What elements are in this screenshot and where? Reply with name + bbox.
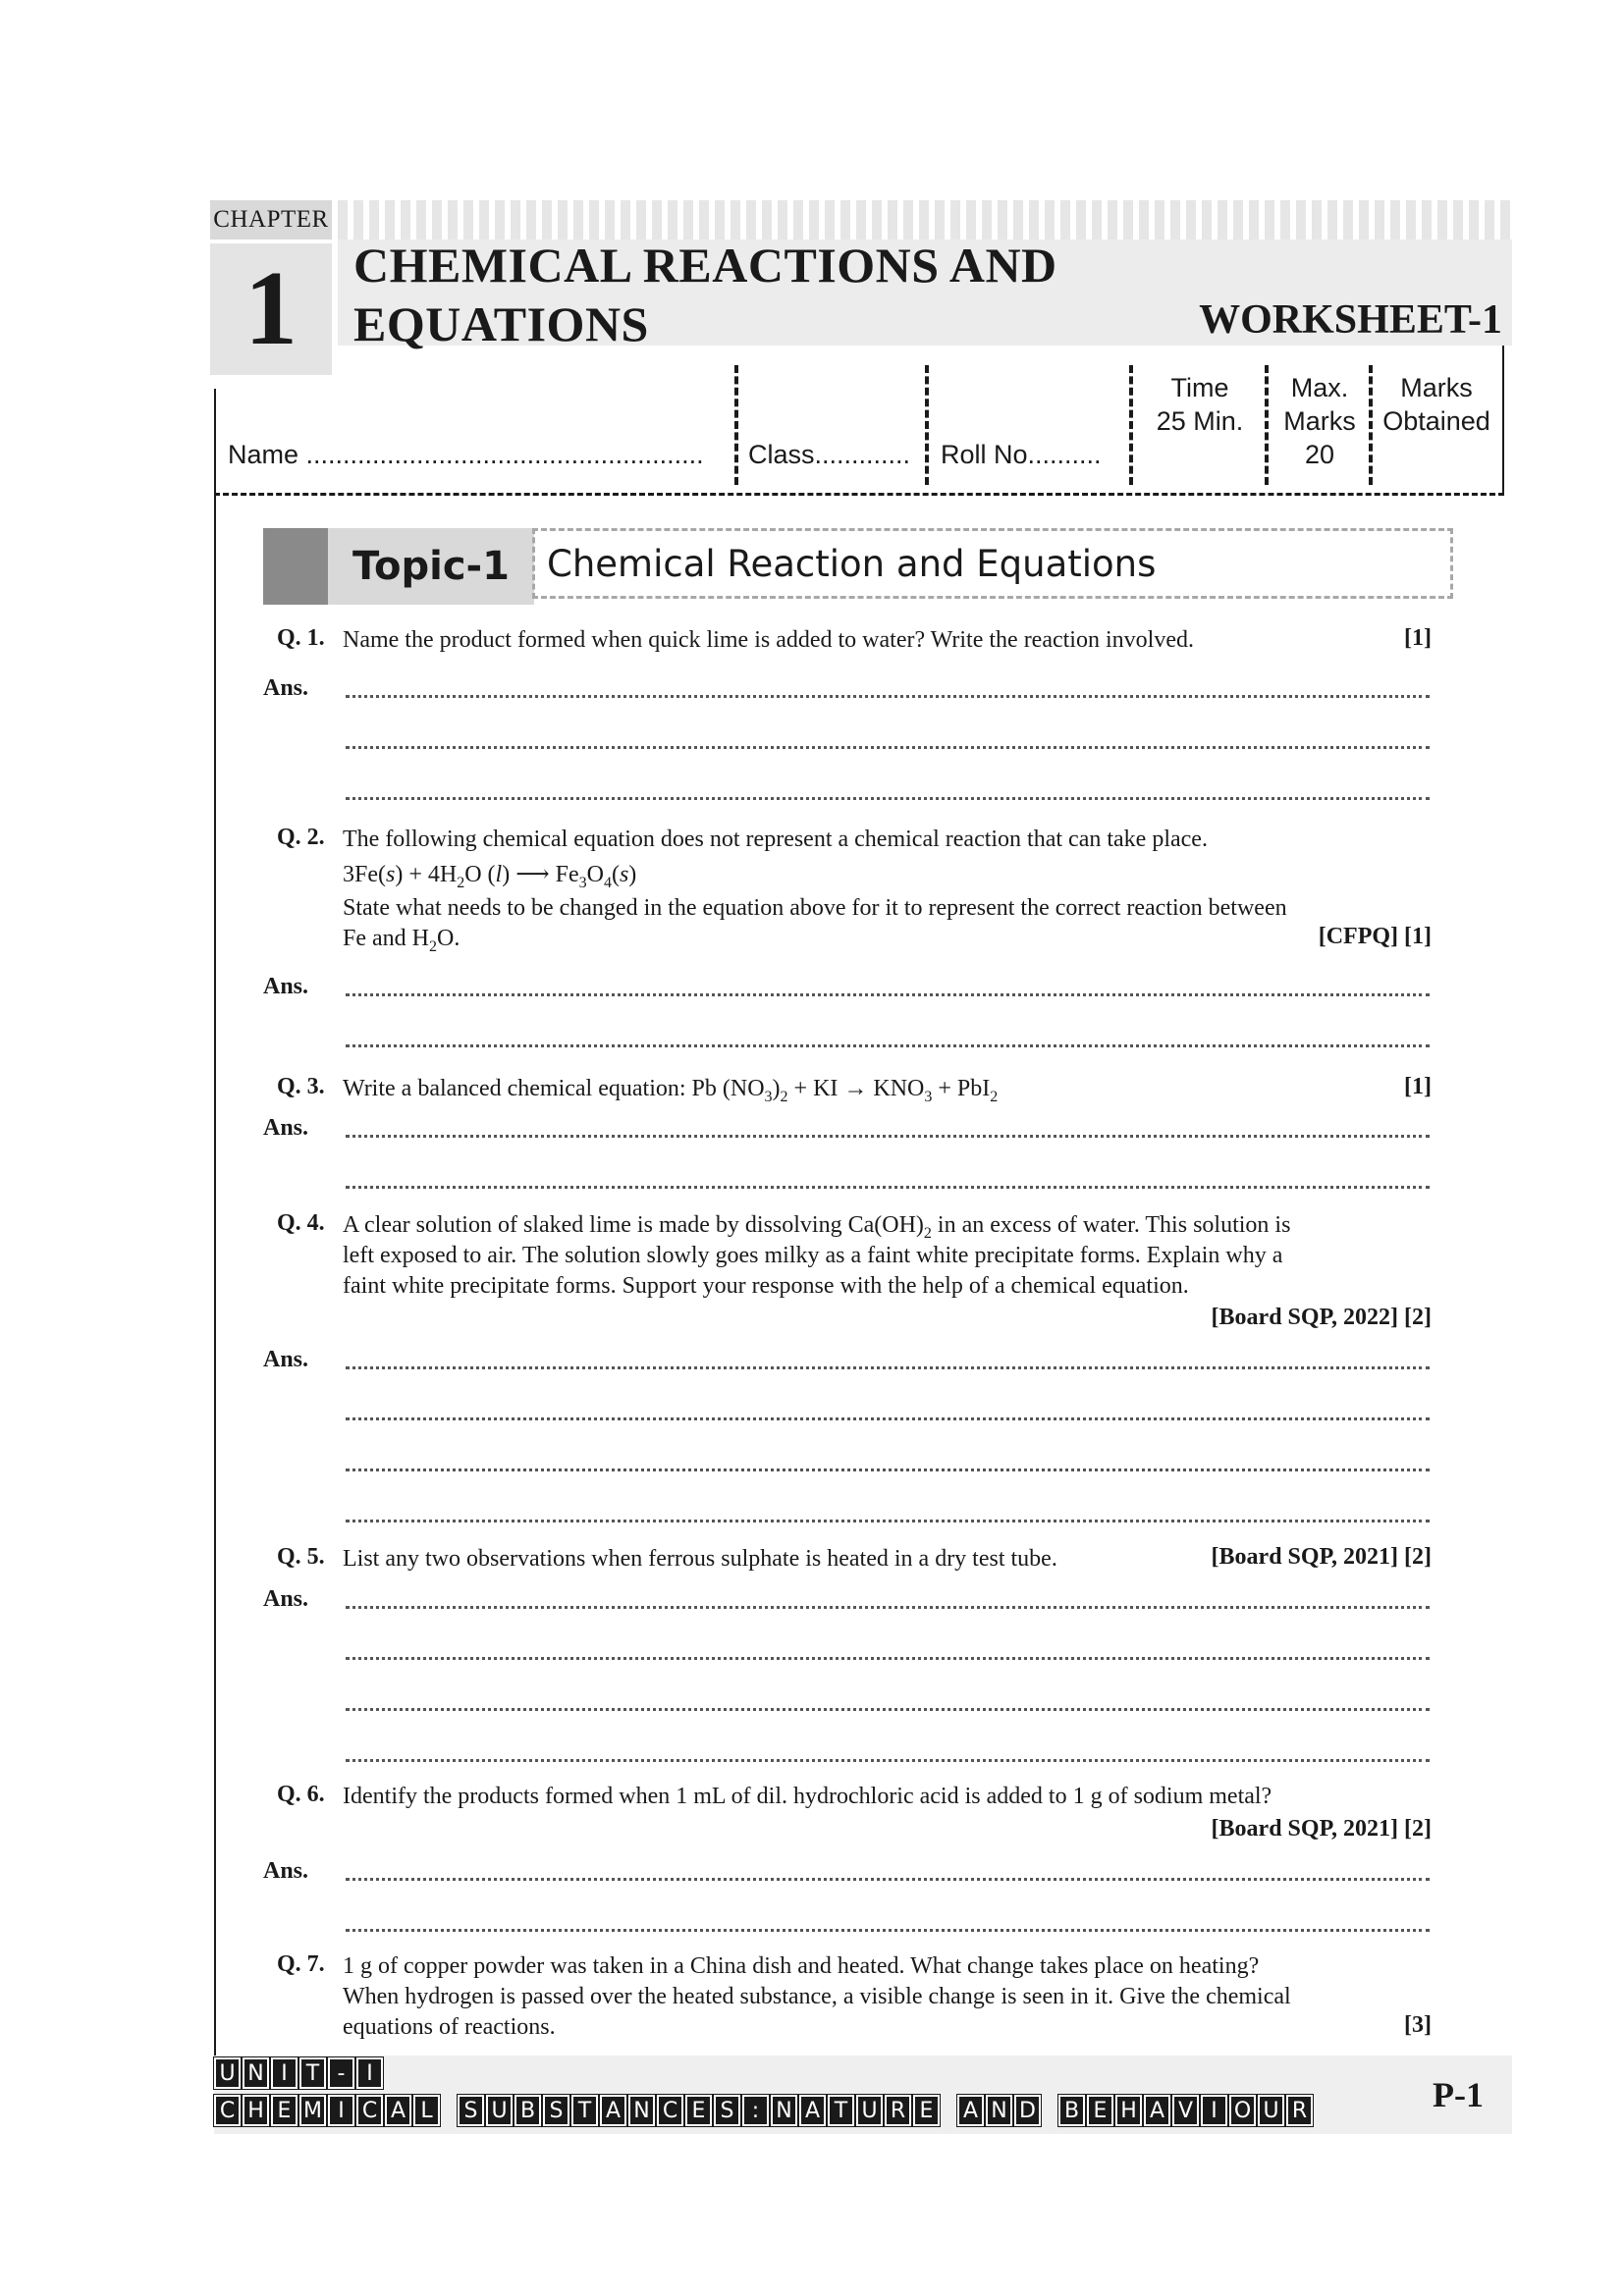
- info-separator: [1265, 365, 1269, 485]
- question-text: [343, 1951, 1431, 2043]
- footer-letter: T: [828, 2095, 854, 2126]
- info-separator: [1129, 365, 1133, 485]
- question-text: Name the product formed when quick lime is added to water? Write the reaction involved.: [343, 627, 1194, 653]
- answer-line[interactable]: [346, 746, 1430, 749]
- worksheet-label: WORKSHEET-1: [1199, 297, 1502, 343]
- answer-line[interactable]: [346, 1878, 1430, 1881]
- footer-letter: I: [271, 2057, 298, 2089]
- answer-label: Ans.: [263, 1115, 309, 1141]
- question-number: Q. 1.: [277, 625, 325, 651]
- question-text: State what needs to be changed in the equation above for it to represent the correct reaction between: [343, 895, 1287, 921]
- footer-letter: -: [328, 2057, 354, 2089]
- chapter-label: CHAPTER: [210, 200, 332, 240]
- question-marks: [3]: [1404, 2012, 1432, 2038]
- footer-letter: N: [628, 2095, 655, 2126]
- answer-line[interactable]: [346, 1417, 1430, 1420]
- question-number: Q. 3.: [277, 1074, 325, 1099]
- chapter-title-line1: CHEMICAL REACTIONS AND: [353, 238, 1057, 293]
- topic-title: Chemical Reaction and Equations: [532, 528, 1453, 599]
- footer-letter: D: [1014, 2095, 1041, 2126]
- footer-letter: A: [385, 2095, 411, 2126]
- answer-line[interactable]: [346, 1759, 1430, 1762]
- footer-letter: :: [742, 2095, 769, 2126]
- footer-letter: L: [413, 2095, 440, 2126]
- marks-obtained-label: Marks: [1400, 373, 1473, 402]
- question-marks: [1]: [1404, 1074, 1432, 1099]
- question-number: Q. 6.: [277, 1782, 325, 1807]
- footer-letter: B: [1058, 2095, 1085, 2126]
- answer-line[interactable]: [346, 1468, 1430, 1471]
- footer-subtitle: [214, 2095, 1313, 2126]
- answer-line[interactable]: [346, 797, 1430, 800]
- footer-letter: H: [1115, 2095, 1142, 2126]
- answer-line[interactable]: [346, 1186, 1430, 1189]
- answer-line[interactable]: [346, 1044, 1430, 1047]
- footer-letter: R: [885, 2095, 911, 2126]
- answer-line[interactable]: [346, 1520, 1430, 1522]
- footer-letter: I: [1201, 2095, 1227, 2126]
- footer-letter: V: [1172, 2095, 1199, 2126]
- footer-letter: A: [600, 2095, 626, 2126]
- footer-letter: C: [214, 2095, 241, 2126]
- time-value: 25 Min.: [1156, 406, 1244, 436]
- question-number: Q. 5.: [277, 1544, 325, 1570]
- page-number: P-1: [1433, 2075, 1484, 2114]
- footer-letter: N: [986, 2095, 1012, 2126]
- chapter-title-line2: EQUATIONS: [353, 296, 649, 351]
- footer-letter: [942, 2095, 955, 2126]
- question-text: faint white precipitate forms. Support your response with the help of a chemical equation.: [343, 1273, 1189, 1299]
- answer-line[interactable]: [346, 695, 1430, 698]
- time-label: Time: [1170, 373, 1229, 402]
- marks-obtained-cell[interactable]: [1375, 371, 1498, 438]
- name-field[interactable]: Name ......................................................: [228, 440, 704, 469]
- footer-letter: U: [856, 2095, 883, 2126]
- question-text: The following chemical equation does not represent a chemical reaction that can take place.: [343, 827, 1208, 852]
- footer-letter: C: [657, 2095, 683, 2126]
- footer-letter: E: [685, 2095, 712, 2126]
- footer-letter: S: [458, 2095, 484, 2126]
- footer-letter: E: [913, 2095, 940, 2126]
- footer-letter: S: [543, 2095, 569, 2126]
- footer-letter: R: [1286, 2095, 1313, 2126]
- footer-letter: B: [514, 2095, 541, 2126]
- marks-obtained-label: Obtained: [1382, 406, 1490, 436]
- info-separator: [734, 365, 738, 485]
- footer-letter: A: [957, 2095, 984, 2126]
- footer-letter: E: [271, 2095, 298, 2126]
- footer-letter: T: [299, 2057, 326, 2089]
- chemical-equation: $3Fe(s) + 4H_2O$ (l) ⟶ $Fe_3O_4(s)$: [343, 862, 637, 891]
- max-marks-label: Marks: [1283, 406, 1356, 436]
- answer-label: Ans.: [263, 1347, 309, 1372]
- footer-letter: U: [1258, 2095, 1284, 2126]
- answer-label: Ans.: [263, 974, 309, 999]
- question-marks: [1]: [1404, 625, 1432, 651]
- answer-line[interactable]: [346, 1606, 1430, 1609]
- info-separator: [925, 365, 929, 485]
- question-text-line: When hydrogen is passed over the heated substance, a visible change is seen in it. Give the chemical: [343, 1984, 1291, 2009]
- time-cell: [1139, 371, 1261, 438]
- question-text-line: equations of reactions.: [343, 2014, 556, 2040]
- max-marks-value: 20: [1304, 440, 1335, 469]
- footer-letter: I: [328, 2095, 354, 2126]
- footer-letter: A: [1144, 2095, 1170, 2126]
- answer-line[interactable]: [346, 1708, 1430, 1711]
- footer-letter: M: [299, 2095, 326, 2126]
- answer-label: Ans.: [263, 1858, 309, 1884]
- question-marks: [CFPQ] [1]: [1318, 924, 1432, 949]
- question-text: Fe and $H_2O$.: [343, 926, 460, 955]
- question-text-line: 1 g of copper powder was taken in a China dish and heated. What change takes place on heating?: [343, 1953, 1260, 1979]
- footer-letter: O: [1229, 2095, 1256, 2126]
- footer-letter: I: [356, 2057, 383, 2089]
- answer-line[interactable]: [346, 1929, 1430, 1932]
- footer-letter: [442, 2095, 456, 2126]
- question-number: Q. 4.: [277, 1210, 325, 1236]
- page-frame-right: [1502, 346, 1504, 495]
- answer-line[interactable]: [346, 1135, 1430, 1138]
- footer-unit: [214, 2057, 383, 2089]
- question-text: left exposed to air. The solution slowly goes milky as a faint white precipitate forms. Explain why a: [343, 1243, 1283, 1268]
- footer-letter: T: [571, 2095, 598, 2126]
- footer-letter: A: [799, 2095, 826, 2126]
- footer-letter: S: [714, 2095, 740, 2126]
- footer-letter: E: [1087, 2095, 1113, 2126]
- chapter-title: [353, 236, 1057, 353]
- max-marks-cell: [1272, 371, 1367, 471]
- chapter-number: 1: [210, 243, 332, 375]
- roll-number-field[interactable]: Roll No..........: [941, 440, 1102, 469]
- max-marks-label: Max.: [1290, 373, 1349, 402]
- footer-letter: [1043, 2095, 1056, 2126]
- class-field[interactable]: Class.............: [748, 440, 911, 469]
- footer-letter: N: [771, 2095, 797, 2126]
- title-stripe: [338, 200, 1512, 240]
- question-text: A clear solution of slaked lime is made by dissolving $Ca(OH)_2$ in an excess of water. This solution is: [343, 1212, 1291, 1242]
- question-text: List any two observations when ferrous sulphate is heated in a dry test tube.: [343, 1546, 1057, 1572]
- question-marks: [Board SQP, 2022] [2]: [1211, 1305, 1432, 1330]
- answer-line[interactable]: [346, 993, 1430, 996]
- footer-letter: U: [486, 2095, 513, 2126]
- question-text: Identify the products formed when 1 mL of dil. hydrochloric acid is added to 1 g of sodium metal?: [343, 1784, 1272, 1809]
- question-text: Write a balanced chemical equation: Pb $(NO_3)_2$ + KI → $KNO_3 + PbI_2$: [343, 1076, 999, 1105]
- answer-label: Ans.: [263, 1586, 309, 1612]
- page-frame-left: [214, 389, 216, 2057]
- question-number: Q. 2.: [277, 825, 325, 850]
- topic-marker: [263, 528, 328, 605]
- footer-letter: U: [214, 2057, 241, 2089]
- answer-line[interactable]: [346, 1366, 1430, 1369]
- question-number: Q. 7.: [277, 1951, 325, 1977]
- question-marks: [Board SQP, 2021] [2]: [1211, 1816, 1432, 1842]
- topic-label: Topic-1: [328, 528, 534, 605]
- footer-letter: C: [356, 2095, 383, 2126]
- question-marks: [Board SQP, 2021] [2]: [1211, 1544, 1432, 1570]
- answer-label: Ans.: [263, 675, 309, 701]
- footer-letter: H: [243, 2095, 269, 2126]
- info-separator: [1369, 365, 1373, 485]
- answer-line[interactable]: [346, 1657, 1430, 1660]
- footer-letter: N: [243, 2057, 269, 2089]
- info-divider: [214, 493, 1504, 496]
